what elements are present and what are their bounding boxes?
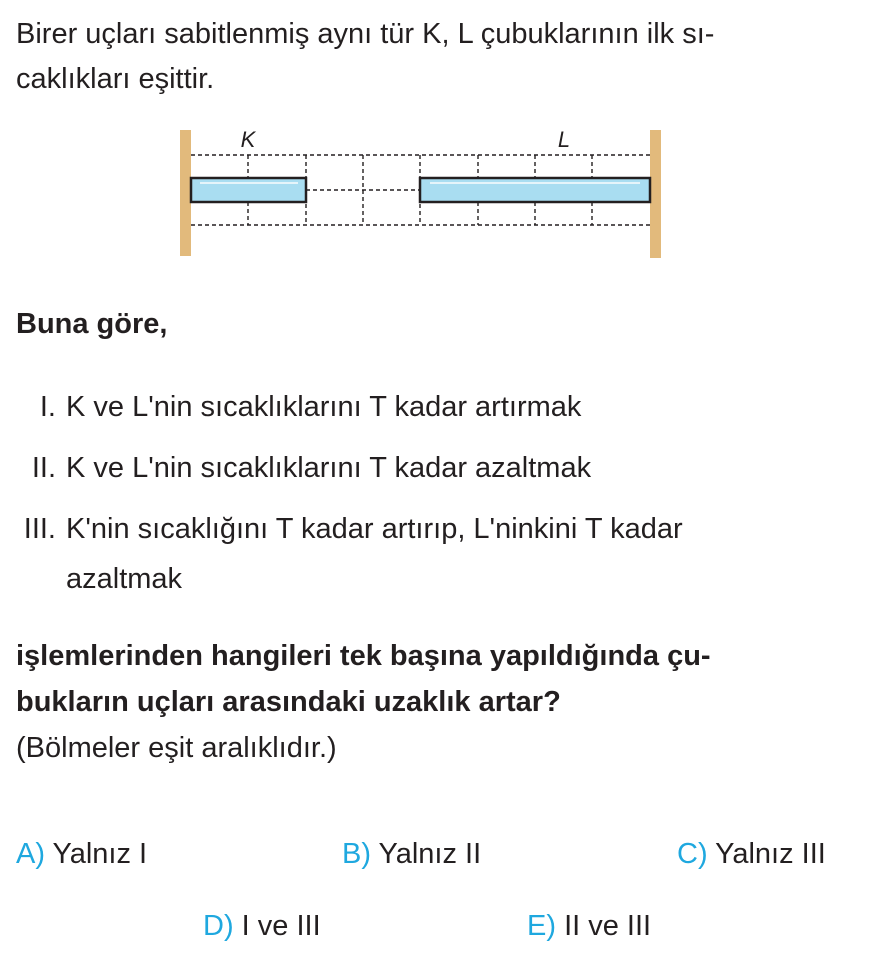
- option-text: Yalnız I: [52, 838, 148, 870]
- label-k: K: [240, 127, 256, 152]
- question-note: (Bölmeler eşit aralıklıdır.): [16, 732, 337, 764]
- statement-3: [10, 504, 870, 604]
- option-c[interactable]: [677, 838, 826, 871]
- lead-text: Buna göre,: [16, 308, 168, 340]
- option-letter: B): [342, 838, 371, 870]
- intro-line-2: caklıkları eşittir.: [16, 63, 215, 95]
- option-letter: E): [527, 910, 556, 942]
- rod-l: [420, 178, 650, 202]
- option-letter: C): [677, 838, 708, 870]
- statement-text: K'nin sıcaklığını T kadar artırıp, L'ninkini T kadar: [66, 513, 683, 545]
- option-text: I ve III: [241, 910, 321, 942]
- statement-text-continued: azaltmak: [66, 563, 183, 595]
- left-wall: [180, 130, 191, 256]
- option-text: Yalnız II: [378, 838, 482, 870]
- option-letter: D): [203, 910, 234, 942]
- statement-number: III.: [23, 513, 56, 545]
- statement-text: K ve L'nin sıcaklıklarını T kadar artırmak: [66, 391, 582, 423]
- right-wall: [650, 130, 661, 258]
- option-b[interactable]: [342, 838, 481, 871]
- statement-text: K ve L'nin sıcaklıklarını T kadar azaltmak: [66, 452, 592, 484]
- statement-number: II.: [31, 452, 56, 484]
- statement-number: I.: [39, 391, 56, 423]
- option-text: Yalnız III: [715, 838, 826, 870]
- rod-k: [191, 178, 306, 202]
- statement-1: [10, 382, 870, 432]
- question-line-1: işlemlerinden hangileri tek başına yapıldığında çu-: [16, 640, 711, 672]
- question: [16, 633, 866, 771]
- option-text: II ve III: [564, 910, 652, 942]
- statement-2: [10, 443, 870, 493]
- intro-line-1: Birer uçları sabitlenmiş aynı tür K, L çubuklarının ilk sı-: [16, 18, 715, 50]
- option-letter: A): [16, 838, 45, 870]
- rods-figure: [170, 120, 680, 265]
- question-line-2: bukların uçları arasındaki uzaklık artar?: [16, 686, 561, 718]
- label-l: L: [557, 127, 571, 152]
- option-a[interactable]: [16, 838, 147, 871]
- option-d[interactable]: [203, 910, 321, 943]
- problem-intro: [16, 12, 866, 102]
- option-e[interactable]: [527, 910, 651, 943]
